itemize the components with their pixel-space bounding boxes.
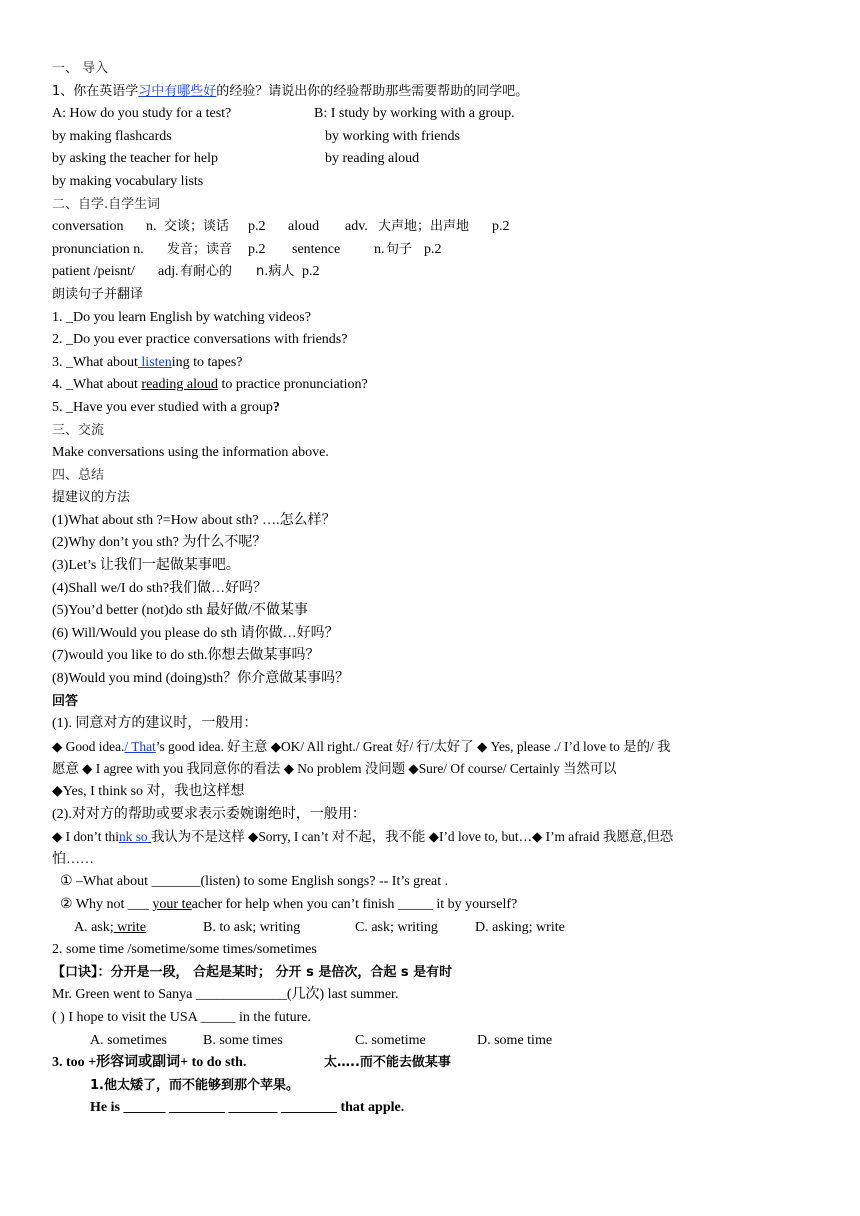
vocab-pos: n. [374, 241, 385, 257]
item-3-pattern: 3. too +形容词或副词+ to do sth. [52, 1055, 247, 1071]
decline-title: (2).对对方的帮助或要求表示委婉谢绝时，一般用： [52, 806, 366, 822]
suggestion-item: (5)You’d better (not)do sth 最好做/不做某事 [52, 603, 309, 619]
dialog-b: B: I study by working with a group. [314, 106, 515, 122]
vocab-meaning: 大声地；出声地 [378, 219, 470, 235]
vocab-page: p.2 [248, 219, 266, 235]
agree-line: 愿意 ◆ I agree with you 我同意你的看法 ◆ No problem 没问题 ◆Sure/ Of course/ Certainly 当然可以 [52, 761, 617, 777]
suggestion-item: (7)would you like to do sth.你想去做某事吗？ [52, 648, 320, 664]
decline-line: ◆ I don’t think so 我认为不是这样 ◆Sorry, I can’t 对不起，我不能 ◆I’d love to, but…◆ I’m afraid 我愿意,但恐 [52, 829, 674, 845]
suggestion-item: (3)Let’s 让我们一起做某事吧。 [52, 558, 240, 574]
option-b: B. to ask; writing [203, 919, 301, 935]
option-c: C. sometime [355, 1032, 426, 1048]
option-a: A. sometimes [90, 1032, 167, 1048]
vocab-page: p.2 [302, 264, 320, 280]
vocab-pos: adv. [345, 219, 368, 235]
exchange-text: Make conversations using the information above. [52, 445, 329, 461]
vocab-meaning: 有耐心的 [180, 264, 233, 280]
exercise-1: ① –What about _______(listen) to some English songs? -- It’s great . [60, 874, 449, 890]
agree-line: ◆Yes, I think so 对，我也这样想 [52, 784, 245, 799]
sentence-item: 5. _Have you ever studied with a group? [52, 399, 280, 415]
suggestion-item: (8)Would you mind (doing)sth？你介意做某事吗？ [52, 671, 350, 687]
exercise-2: ② Why not ___ your teacher for help when you can’t finish _____ it by yourself? [60, 896, 518, 912]
option-d: D. asking; write [475, 919, 565, 935]
vocab-word: sentence [292, 241, 341, 257]
vocab-meaning: 发音；读音 [167, 241, 233, 257]
vocab-row [52, 261, 812, 284]
answer-title: 回答 [52, 693, 79, 709]
method-row [52, 148, 812, 171]
suggestion-item: (4)Shall we/I do sth?我们做…好吗？ [52, 580, 268, 596]
vocab-page: p.2 [424, 241, 442, 257]
item-3-meaning: 太…..而不能去做某事 [324, 1055, 451, 1071]
vocab-word: aloud [288, 219, 320, 235]
method-item: by making flashcards [52, 128, 172, 144]
sentence-item: 1. _Do you learn English by watching videos? [52, 309, 311, 325]
exercise-5-en: He is ______ ________ _______ ________ that apple. [90, 1100, 405, 1116]
section-title-summary: 四、总结 [52, 467, 105, 483]
vocab-meaning: 句子 [386, 241, 413, 257]
sentence-item: 4. _What about reading aloud to practice pronunciation? [52, 377, 368, 393]
that-link[interactable]: / That [124, 738, 156, 754]
vocab-pos: adj. [158, 264, 179, 280]
method-item: by reading aloud [325, 151, 420, 167]
option-c: C. ask; writing [355, 919, 438, 935]
section-title-exchange: 三、交流 [52, 422, 105, 438]
vocab-word: conversation [52, 219, 124, 235]
rhyme: 【口诀】：分开是一段， 合起是某时； 分开 s 是倍次，合起 s 是有时 [52, 964, 453, 980]
question-1-link[interactable]: 习中有哪些好 [138, 83, 217, 99]
decline-line: 怕…… [52, 851, 94, 867]
method-item: by working with friends [325, 128, 460, 144]
exercise-4-options [52, 1030, 812, 1053]
dialog-row [52, 103, 812, 126]
listen-link[interactable]: listen [137, 354, 172, 370]
suggestion-item: (2)Why don’t you sth? 为什么不呢？ [52, 535, 267, 551]
exercise-4: ( ) I hope to visit the USA _____ in the future. [52, 1009, 311, 1025]
suggestion-item: (1)What about sth ?=How about sth? ….怎么样？ [52, 512, 336, 528]
option-a: A. ask; write [74, 919, 146, 935]
vocab-row [52, 239, 812, 262]
exercise-3: Mr. Green went to Sanya _____________(几次) last summer. [52, 987, 399, 1003]
worksheet [52, 58, 812, 1120]
vocab-meaning: 交谈；谈话 [164, 219, 230, 235]
vocab-word: pronunciation n. [52, 241, 144, 257]
method-item: by making vocabulary lists [52, 173, 204, 189]
sentence-item: 3. _What about listening to tapes? [52, 354, 243, 370]
read-title: 朗读句子并翻译 [52, 286, 144, 302]
vocab-extra: n.病人 [256, 264, 295, 280]
suggestion-item: (6) Will/Would you please do sth 请你做…好吗？ [52, 625, 339, 641]
section-title-self-study: 二、自学.自学生词 [52, 196, 161, 212]
vocab-pos: n. [146, 219, 157, 235]
exercise-5-cn: 1.他太矮了，而不能够到那个苹果。 [90, 1077, 299, 1093]
vocab-word: patient /peisnt/ [52, 264, 135, 280]
agree-line: ◆ Good idea./ That’s good idea. 好主意 ◆OK/ All right./ Great 好/ 行/太好了 ◆ Yes, please ./ I’d love to 是的/ 我 [52, 738, 671, 754]
exercise-2-options [52, 917, 812, 940]
vocab-page: p.2 [248, 241, 266, 257]
method-item: by asking the teacher for help [52, 151, 218, 167]
option-d: D. some time [477, 1032, 553, 1048]
sentence-item: 2. _Do you ever practice conversations with friends? [52, 332, 348, 348]
section-title-intro: 一、 导入 [52, 61, 109, 76]
item-3 [52, 1052, 812, 1075]
think-link[interactable]: nk so [118, 829, 151, 845]
method-row [52, 126, 812, 149]
agree-title: (1). 同意对方的建议时，一般用： [52, 716, 258, 732]
question-1: 1、你在英语学习中有哪些好的经验？请说出你的经验帮助那些需要帮助的同学吧。 [52, 83, 529, 99]
vocab-page: p.2 [492, 219, 510, 235]
suggest-title: 提建议的方法 [52, 490, 131, 506]
item-2: 2. some time /sometime/some times/sometimes [52, 942, 317, 958]
vocab-row [52, 216, 812, 239]
option-b: B. some times [203, 1032, 283, 1048]
dialog-a: A: How do you study for a test? [52, 106, 232, 122]
